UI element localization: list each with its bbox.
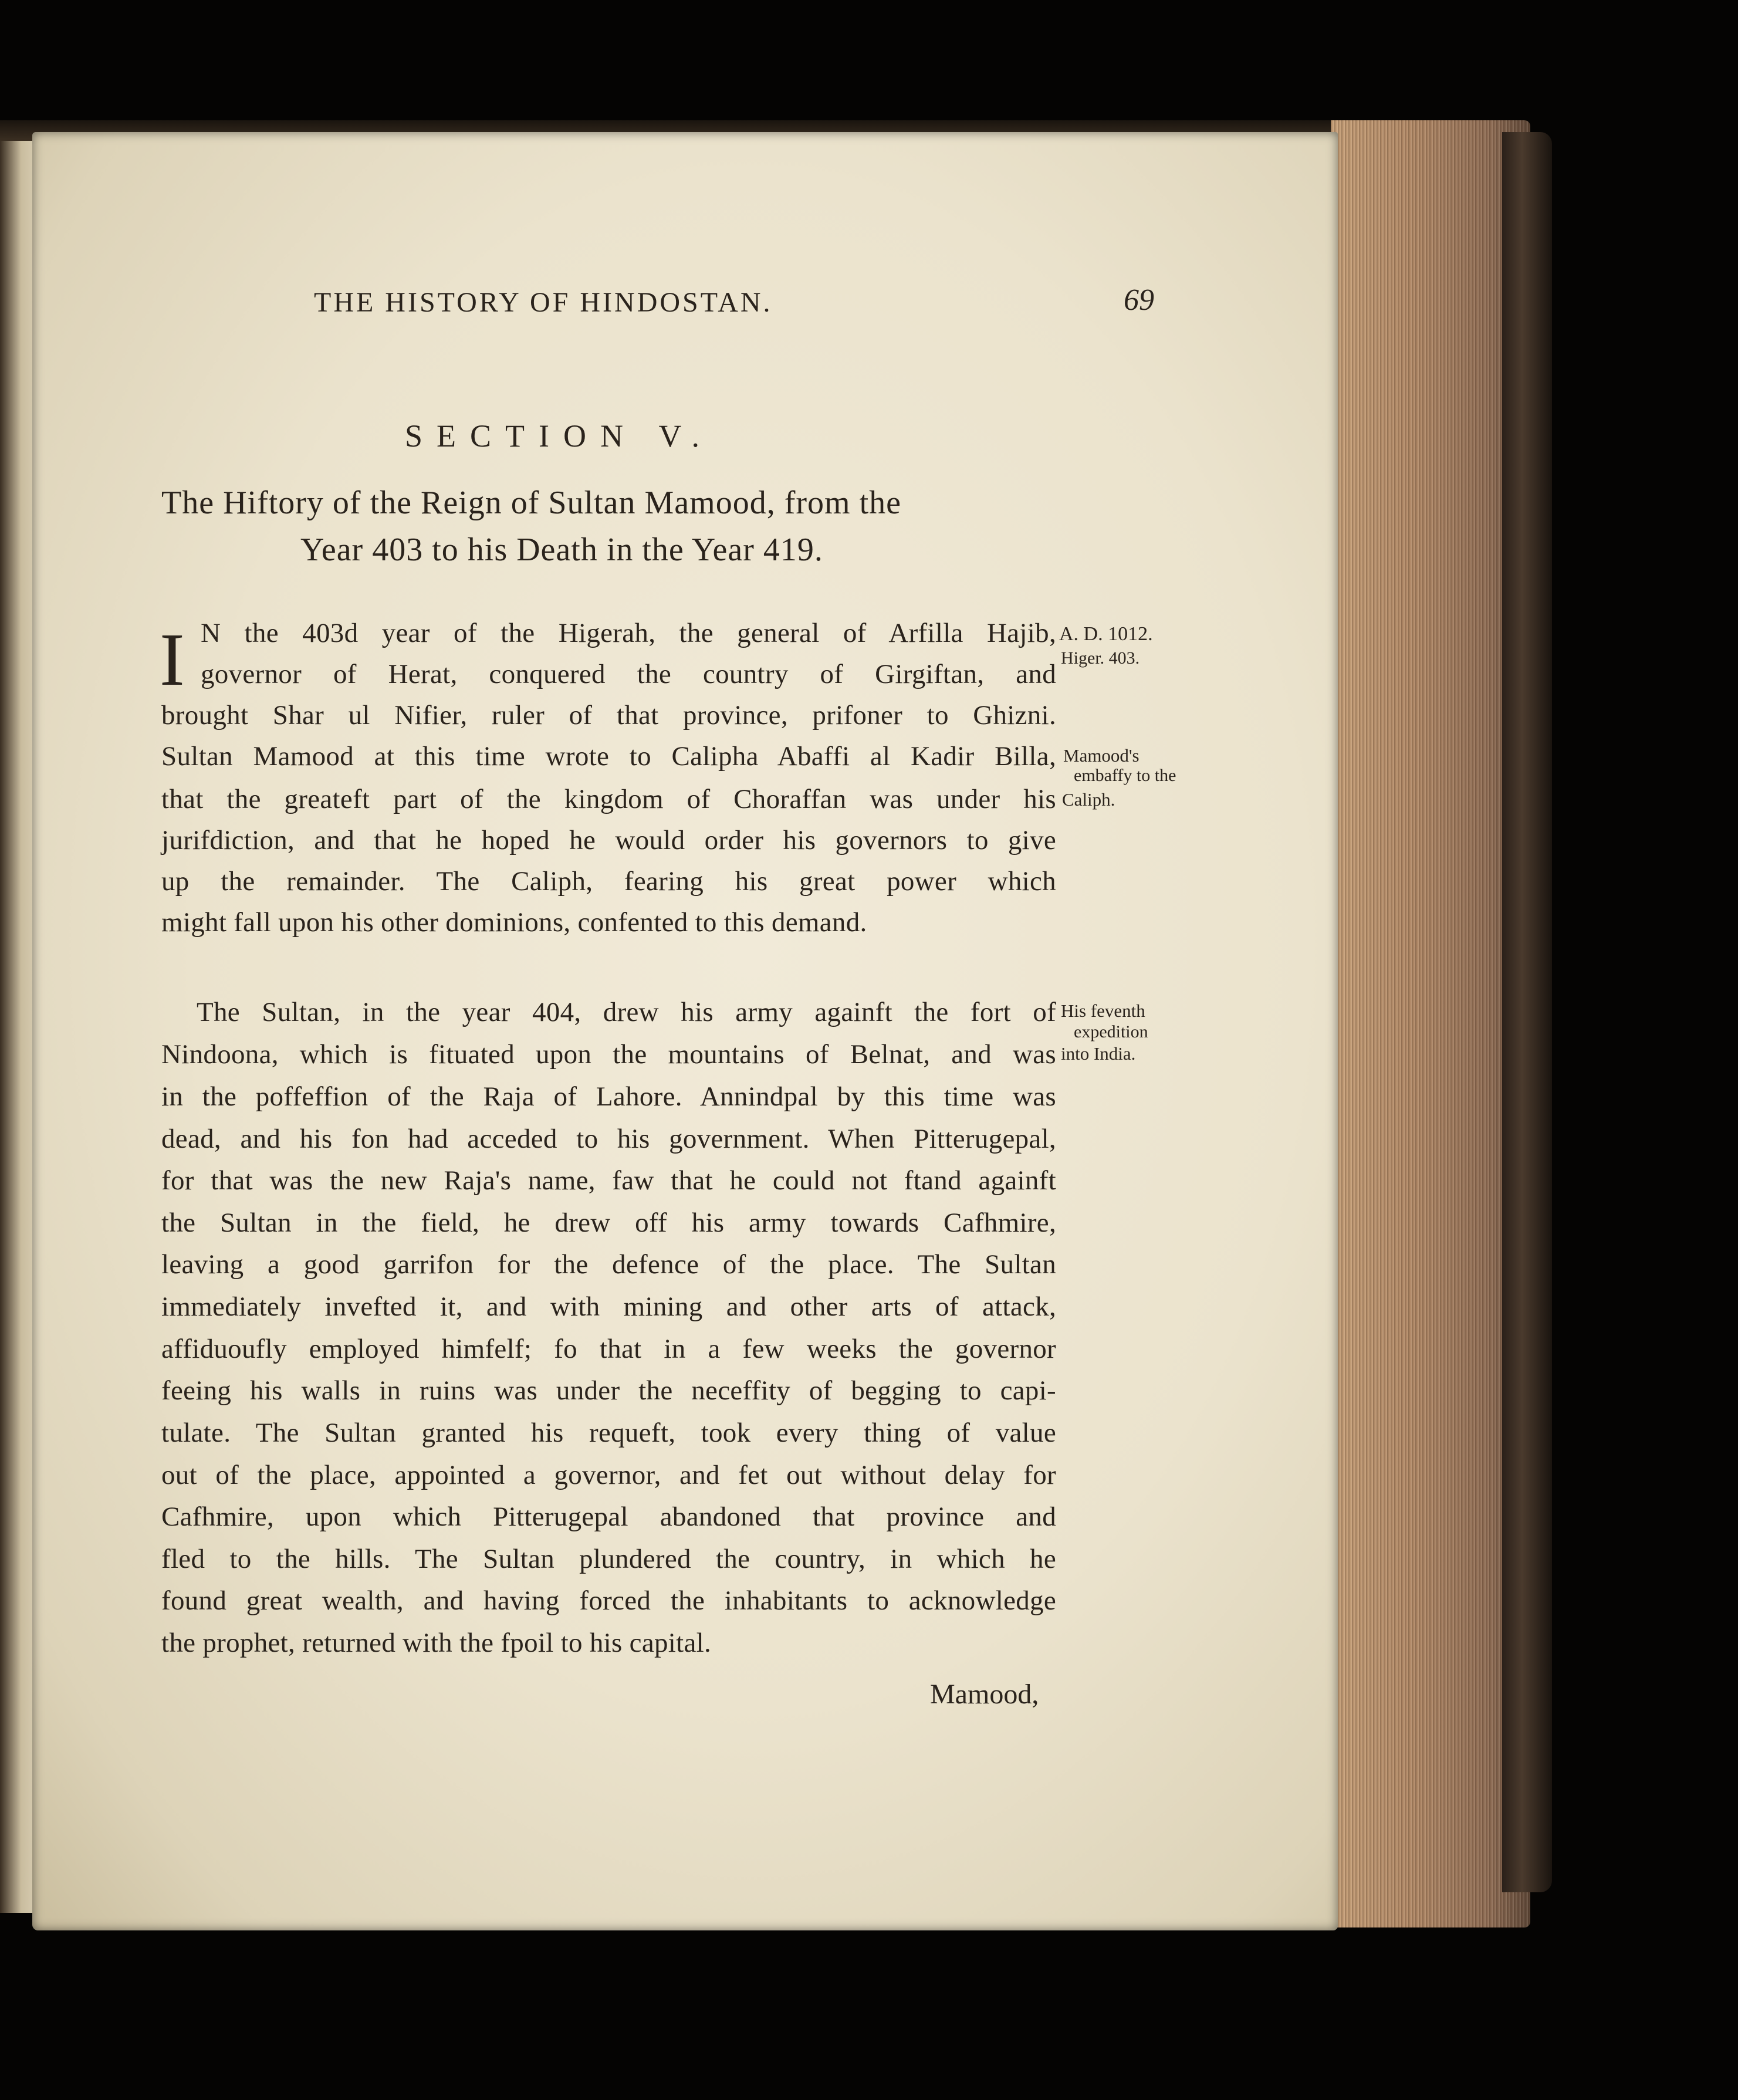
paragraph-2-line: affiduoufly employed himfelf; fo that in a few weeks the governor (161, 1334, 1056, 1364)
paragraph-1-line: governor of Herat, conquered the country of Girgiftan, and (201, 659, 1056, 689)
paragraph-1-line: that the greateft part of the kingdom of Choraffan was under his (161, 784, 1056, 814)
margin-note-expedition: His feventh (1061, 1000, 1145, 1021)
paragraph-1-line: might fall upon his other dominions, confented to this demand. (161, 907, 867, 938)
paragraph-2-line: feeing his walls in ruins was under the neceffity of begging to capi- (161, 1375, 1056, 1406)
paragraph-2-line: for that was the new Raja's name, faw that he could not ftand againft (161, 1165, 1056, 1196)
paragraph-1-line: up the remainder. The Caliph, fearing his great power which (161, 866, 1056, 897)
paragraph-2-line: out of the place, appointed a governor, and fet out without delay for (161, 1460, 1056, 1490)
margin-note-higer: Higer. 403. (1061, 648, 1140, 668)
paragraph-2-line: tulate. The Sultan granted his requeft, took every thing of value (161, 1418, 1056, 1448)
section-heading: SECTION V. (405, 418, 714, 454)
paragraph-2-line: in the poffeffion of the Raja of Lahore. Annindpal by this time was (161, 1081, 1056, 1112)
paragraph-1-line: N the 403d year of the Higerah, the general of Arfilla Hajib, (201, 618, 1056, 648)
page-number: 69 (1124, 283, 1154, 317)
margin-note-expedition: expedition (1074, 1022, 1148, 1041)
drop-cap: I (160, 618, 185, 701)
margin-note-embassy: Mamood's (1063, 745, 1139, 766)
paragraph-2-line: immediately invefted it, and with mining and other arts of attack, (161, 1291, 1056, 1322)
book-cover-right-edge (1502, 132, 1552, 1892)
paragraph-2-line: dead, and his fon had acceded to his government. When Pitterugepal, (161, 1124, 1056, 1154)
section-title-line-2: Year 403 to his Death in the Year 419. (300, 532, 823, 568)
paragraph-2-line: the Sultan in the field, he drew off his army towards Cafhmire, (161, 1208, 1056, 1238)
margin-note-expedition: into India. (1061, 1043, 1136, 1064)
left-facing-page-edge (0, 141, 35, 1913)
paragraph-2-line: The Sultan, in the year 404, drew his army againft the fort of (197, 997, 1056, 1027)
paragraph-1-line: Sultan Mamood at this time wrote to Calipha Abaffi al Kadir Billa, (161, 741, 1056, 772)
margin-note-date: A. D. 1012. (1059, 623, 1153, 645)
catchword: Mamood, (930, 1679, 1039, 1710)
paragraph-2-line: fled to the hills. The Sultan plundered the country, in which he (161, 1544, 1056, 1574)
paragraph-1-line: brought Shar ul Nifier, ruler of that province, prifoner to Ghizni. (161, 700, 1056, 731)
section-title-line-1: The Hiftory of the Reign of Sultan Mamood, from the (161, 485, 901, 521)
paragraph-2-line: Nindoona, which is fituated upon the mountains of Belnat, and was (161, 1039, 1056, 1070)
paragraph-2-line: the prophet, returned with the fpoil to his capital. (161, 1628, 712, 1658)
running-head-title: THE HISTORY OF HINDOSTAN. (314, 287, 773, 318)
page-block-edges (1331, 120, 1530, 1927)
margin-note-embassy: Caliph. (1062, 789, 1115, 810)
paragraph-2-line: found great wealth, and having forced the inhabitants to acknowledge (161, 1585, 1056, 1616)
paragraph-1-line: jurifdiction, and that he hoped he would order his governors to give (161, 825, 1056, 855)
paragraph-2-line: leaving a good garrifon for the defence of the place. The Sultan (161, 1249, 1056, 1280)
margin-note-embassy: embaffy to the (1074, 766, 1176, 785)
paragraph-2-line: Cafhmire, upon which Pitterugepal abandoned that province and (161, 1502, 1056, 1532)
